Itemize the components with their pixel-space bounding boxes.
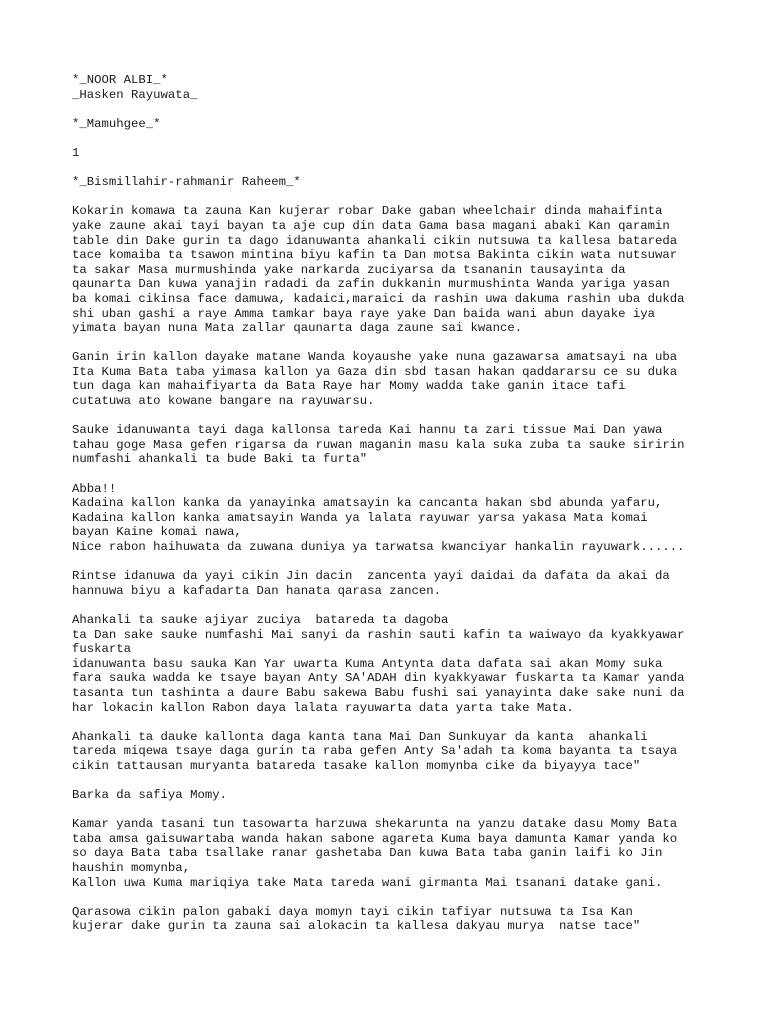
paragraph-line: tace komaiba ta tsawon mintina biyu kafin ta Dan motsa Bakinta cikin wata nutsuwar [72, 248, 678, 263]
paragraph-line: Kallon uwa Kuma mariqiya take Mata tareda wani girmanta Mai tsanani datake gani. [72, 875, 663, 890]
paragraph-line: haushin momynba, [72, 861, 191, 876]
tagline: *_Mamuhgee_* [72, 116, 161, 131]
paragraph [72, 788, 712, 803]
paragraph-line: tareda miqewa tsaye daga gurin ta raba gefen Anty Sa'adah ta koma bayanta ta tsaya [72, 744, 678, 759]
paragraph-line: table din Dake gurin ta dago idanuwanta ahankali cikin nutsuwa ta kallesa batareda [72, 233, 678, 248]
paragraph [72, 613, 712, 715]
paragraph [72, 817, 712, 890]
paragraph-line: numfashi ahankali ta bude Baki ta furta" [72, 452, 368, 467]
chapter-number: 1 [72, 145, 80, 160]
spacer [72, 161, 712, 176]
paragraph-line: yake zaune akai tayi bayan ta aje cup din data Gama basa magani abaki Kan qaramin [72, 218, 670, 233]
spacer [72, 555, 712, 570]
paragraph [72, 204, 712, 335]
spacer [72, 598, 712, 613]
paragraph-line: fara sauka wadda ke tsaye bayan Anty SA'ADAH din kyakkyawar fuskarta ta Kamar yanda [72, 671, 685, 686]
paragraph-line: Ita Kuma Bata taba yimasa kallon ya Gaza din sbd tasan hakan qaddararsu ce su duka [72, 364, 678, 379]
paragraph-line: yimata bayan nuna Mata zallar qaunarta daga zaune sai kwance. [72, 321, 523, 336]
paragraph-line: Ganin irin kallon dayake matane Wanda koyaushe yake nuna gazawarsa amatsayi na uba [72, 350, 678, 365]
paragraph-line: idanuwanta basu sauka Kan Yar uwarta Kuma Antynta data dafata sai akan Momy suka [72, 656, 663, 671]
paragraph-line: Ahankali ta dauke kallonta daga kanta tana Mai Dan Sunkuyar da kanta ahankali [72, 729, 648, 744]
author-line: _Hasken Rayuwata_ [72, 87, 198, 102]
spacer [72, 336, 712, 351]
paragraph [72, 905, 712, 934]
paragraph [72, 423, 712, 467]
paragraph-line: tahau goge Masa gefen rigarsa da ruwan maganin masu kala suka zuba ta sauke siririn [72, 437, 685, 452]
paragraph [72, 350, 712, 408]
paragraph-line: cutatuwa ato kowane bangare na rayuwarsu. [72, 394, 375, 409]
spacer [72, 102, 712, 117]
story-body [72, 204, 712, 934]
paragraph-line: Abba!! [72, 481, 117, 496]
paragraph-line: shi uban gashi a raye Amma tamkar baya raye yake Dan baida wani abun dayake iya [72, 306, 655, 321]
paragraph-line: tun daga kan mahaifiyarta da Bata Raye har Momy wadda take ganin itace tafi [72, 379, 626, 394]
spacer [72, 890, 712, 905]
paragraph-line: Rintse idanuwa da yayi cikin Jin dacin zancenta yayi daidai da dafata da akai da [72, 569, 670, 584]
paragraph-line: qaunarta Dan kuwa yanajin radadi da zafin dukkanin murmushinta Wanda yariga yasan [72, 277, 670, 292]
paragraph-line: ta Dan sake sauke numfashi Mai sanyi da rashin sauti kafin ta waiwayo da kyakkyawar [72, 627, 685, 642]
spacer [72, 409, 712, 424]
paragraph-line: Kokarin komawa ta zauna Kan kujerar robar Dake gaban wheelchair dinda mahaifinta [72, 204, 663, 219]
spacer [72, 190, 712, 205]
paragraph-line: Kamar yanda tasani tun tasowarta harzuwa shekarunta na yanzu datake dasu Momy Bata [72, 817, 678, 832]
spacer [72, 774, 712, 789]
opening-line: *_Bismillahir-rahmanir Raheem_* [72, 175, 301, 190]
paragraph-line: Sauke idanuwanta tayi daga kallonsa tareda Kai hannu ta zari tissue Mai Dan yawa [72, 423, 663, 438]
document-title: *_NOOR ALBI_* [72, 73, 168, 87]
paragraph-line: kujerar dake gurin ta zauna sai alokacin ta kallesa dakyau murya natse tace" [72, 919, 641, 934]
paragraph-line: Kadaina kallon kanka da yanayinka amatsayin ka cancanta hakan sbd abunda yafaru, [72, 496, 663, 511]
paragraph-line: ta sakar Masa murmushinda yake narkarda zuciyarsa da tsananin tausayinta da [72, 262, 626, 277]
paragraph-line: cikin tattausan muryanta batareda tasake kallon momynba cike da biyayya tace" [72, 758, 641, 773]
paragraph-line: fuskarta [72, 642, 132, 657]
paragraph-line: Kadaina kallon kanka amatsayin Wanda ya lalata rayuwar yarsa yakasa Mata komai [72, 510, 648, 525]
spacer [72, 131, 712, 146]
paragraph-line: tasanta tun tashinta a daure Babu sakewa Babu fushi sai yanayinta dake sake nuni da [72, 685, 685, 700]
paragraph-line: so daya Bata taba tsallake ranar gashetaba Dan kuwa Bata taba ganin laifi ko Jin [72, 846, 663, 861]
paragraph-line: Ahankali ta sauke ajiyar zuciya batareda ta dagoba [72, 612, 449, 627]
spacer [72, 715, 712, 730]
paragraph-line: bayan Kaine komai nawa, [72, 525, 242, 540]
paragraph [72, 482, 712, 555]
paragraph-line: Barka da safiya Momy. [72, 788, 227, 803]
paragraph-line: ba komai cikinsa face damuwa, kadaici,maraici da rashin uwa dakuma rashin uba dukda [72, 291, 685, 306]
spacer [72, 467, 712, 482]
paragraph-line: hannuwa biyu a kafadarta Dan hanata qarasa zancen. [72, 583, 441, 598]
spacer [72, 803, 712, 818]
paragraph-line: Nice rabon haihuwata da zuwana duniya ya tarwatsa kwanciyar hankalin rayuwark...... [72, 540, 685, 554]
paragraph [72, 569, 712, 598]
paragraph-line: taba amsa gaisuwartaba wanda hakan sabone agareta Kuma baya damunta Kamar yanda ko [72, 831, 678, 846]
paragraph [72, 730, 712, 774]
paragraph-line: Qarasowa cikin palon gabaki daya momyn tayi cikin tafiyar nutsuwa ta Isa Kan [72, 904, 633, 919]
paragraph-line: har lokacin kallon Rabon daya lalata rayuwarta data yarta take Mata. [72, 700, 574, 715]
document-page [72, 73, 712, 934]
